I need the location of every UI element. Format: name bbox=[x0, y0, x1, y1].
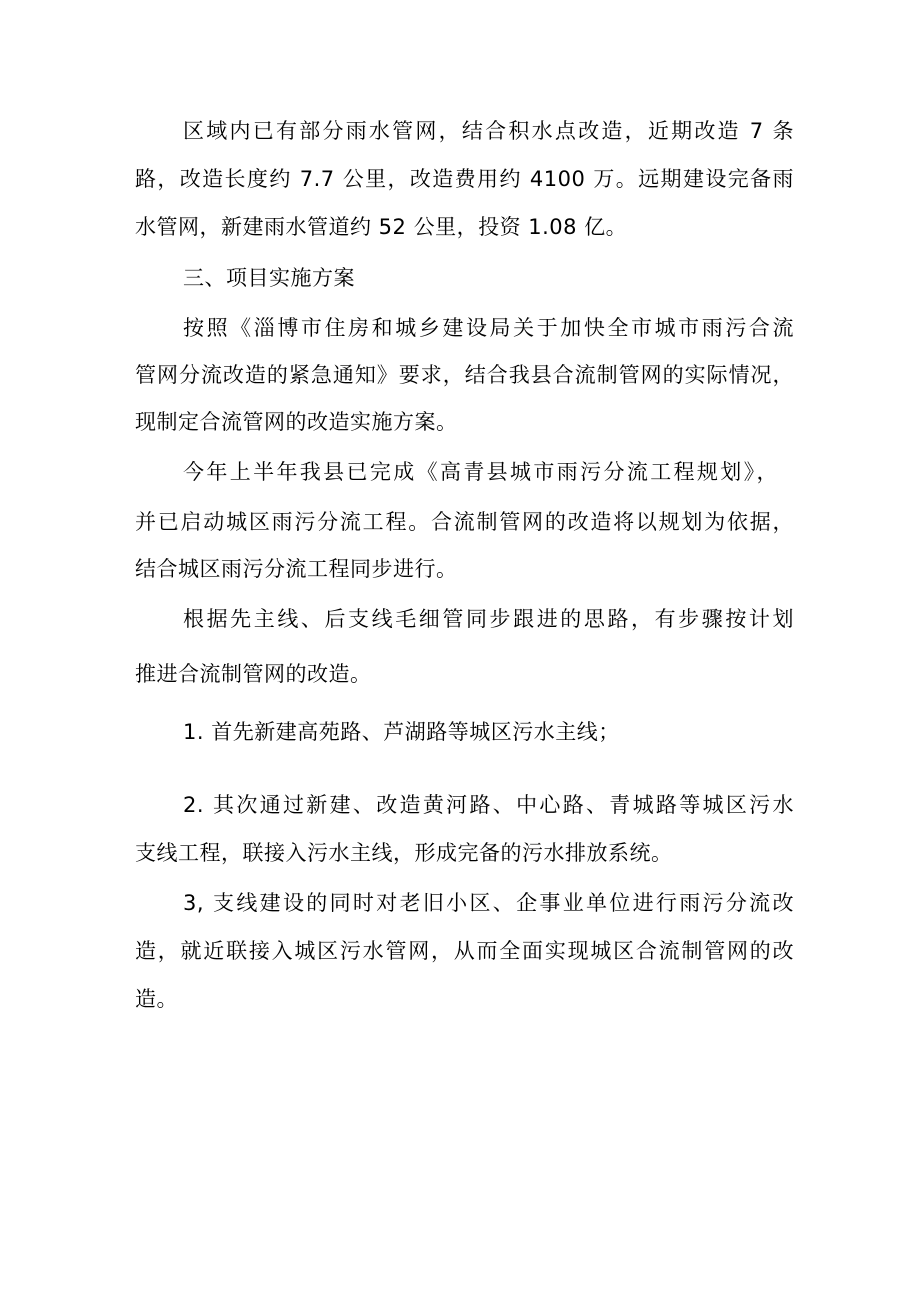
paragraph-4-line-2: 推进合流制管网的改造。 bbox=[135, 662, 372, 686]
list-item-1: 1. 首先新建高苑路、芦湖路等城区污水主线； bbox=[183, 720, 620, 744]
paragraph-1-line-2: 路，改造长度约 7.7 公里，改造费用约 4100 万。远期建设完备雨 bbox=[135, 167, 794, 191]
list-item-2-line-2: 支线工程，联接入污水主线，形成完备的污水排放系统。 bbox=[135, 841, 673, 865]
paragraph-2-line-1: 按照《淄博市住房和城乡建设局关于加快全市城市雨污合流 bbox=[183, 316, 794, 340]
list-item-3-line-3: 造。 bbox=[135, 987, 178, 1011]
list-item-3-line-2: 造，就近联接入城区污水管网，从而全面实现城区合流制管网的改 bbox=[135, 939, 794, 963]
paragraph-3-line-3: 结合城区雨污分流工程同步进行。 bbox=[135, 557, 458, 581]
list-item-2-line-1: 2. 其次通过新建、改造黄河路、中心路、青城路等城区污水 bbox=[183, 793, 794, 817]
paragraph-4-line-1: 根据先主线、后支线毛细管同步跟进的思路，有步骤按计划 bbox=[183, 607, 794, 631]
paragraph-1-line-1: 区域内已有部分雨水管网，结合积水点改造，近期改造 7 条 bbox=[183, 119, 794, 143]
section-heading: 三、项目实施方案 bbox=[183, 266, 355, 290]
paragraph-2-line-3: 现制定合流管网的改造实施方案。 bbox=[135, 410, 458, 434]
paragraph-1-line-3: 水管网，新建雨水管道约 52 公里，投资 1.08 亿。 bbox=[135, 215, 628, 239]
list-item-3-line-1: 3, 支线建设的同时对老旧小区、企事业单位进行雨污分流改 bbox=[183, 891, 794, 915]
paragraph-3-line-2: 并已启动城区雨污分流工程。合流制管网的改造将以规划为依据， bbox=[135, 510, 794, 534]
paragraph-3-line-1: 今年上半年我县已完成《高青县城市雨污分流工程规划》， bbox=[183, 460, 778, 484]
paragraph-2-line-2: 管网分流改造的紧急通知》要求，结合我县合流制管网的实际情况， bbox=[135, 363, 794, 387]
